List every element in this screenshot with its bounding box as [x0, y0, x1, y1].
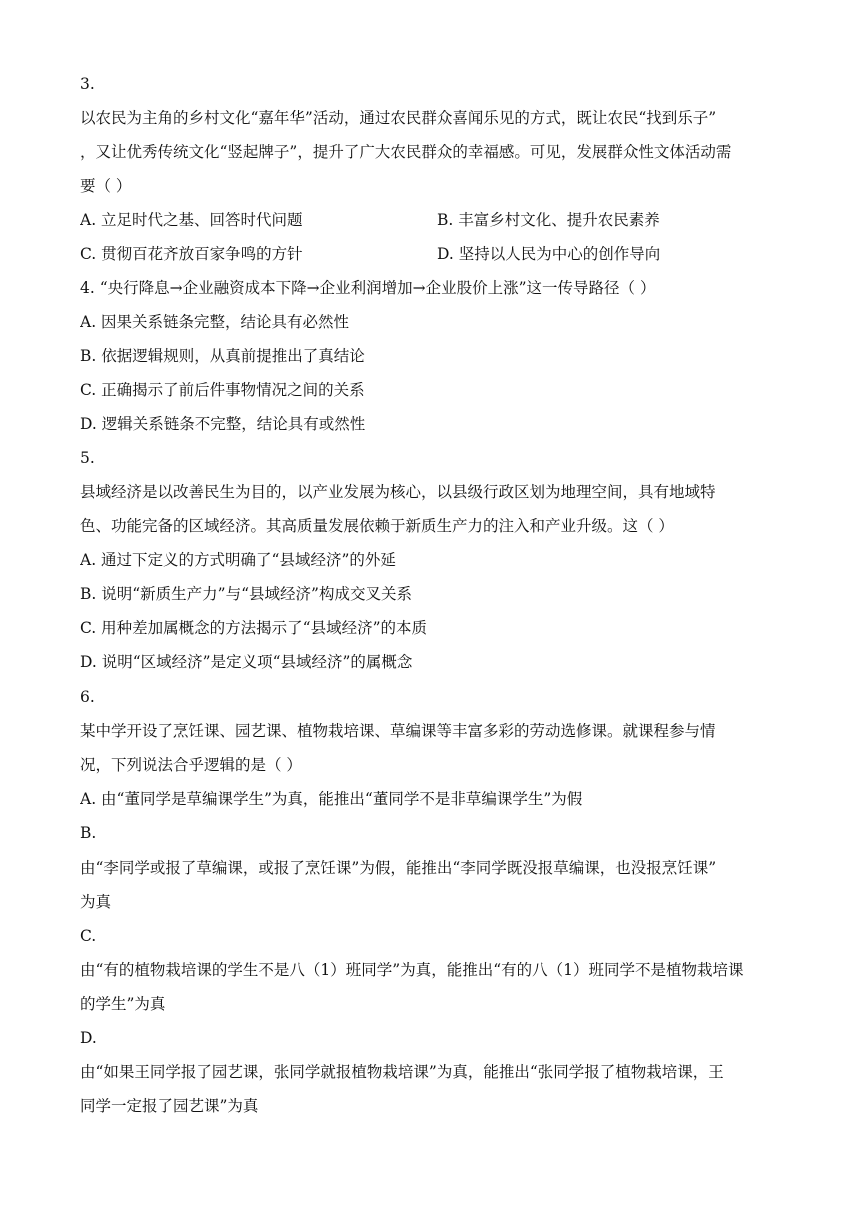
q4-option-b: B. 依据逻辑规则，从真前提推出了真结论: [80, 347, 365, 365]
q3-option-c: C. 贯彻百花齐放百家争鸣的方针: [80, 245, 303, 263]
q5-option-b: B. 说明“新质生产力”与“县域经济”构成交叉关系: [80, 585, 412, 603]
q4-option-c: C. 正确揭示了前后件事物情况之间的关系: [80, 381, 365, 399]
q6-stem-line-2: 况，下列说法合乎逻辑的是（ ）: [80, 756, 302, 774]
q3-option-d: D. 坚持以人民为中心的创作导向: [437, 245, 661, 263]
q4-option-a: A. 因果关系链条完整，结论具有必然性: [80, 313, 350, 331]
q3-number: 3.: [80, 75, 95, 93]
q5-option-c: C. 用种差加属概念的方法揭示了“县域经济”的本质: [80, 619, 428, 637]
q3-stem-line-2: ，又让优秀传统文化“竖起牌子”，提升了广大农民群众的幸福感。可见，发展群众性文体活动需: [80, 143, 732, 161]
q6-option-c-line-2: 的学生”为真: [80, 995, 166, 1013]
q4-option-d: D. 逻辑关系链条不完整，结论具有或然性: [80, 415, 366, 433]
q5-option-d: D. 说明“区域经济”是定义项“县域经济”的属概念: [80, 653, 413, 671]
q5-stem-line-1: 县域经济是以改善民生为目的，以产业发展为核心，以县级行政区划为地理空间，具有地域特: [80, 483, 716, 501]
q6-option-b-label: B.: [80, 824, 97, 842]
q6-option-d-line-2: 同学一定报了园艺课”为真: [80, 1097, 259, 1115]
q5-option-a: A. 通过下定义的方式明确了“县域经济”的外延: [80, 551, 396, 569]
q6-option-b-line-2: 为真: [80, 893, 112, 911]
q5-number: 5.: [80, 449, 95, 467]
q3-stem-line-3: 要（ ）: [80, 177, 132, 195]
q3-option-b: B. 丰富乡村文化、提升农民素养: [437, 211, 660, 229]
q3-stem-line-1: 以农民为主角的乡村文化“嘉年华”活动，通过农民群众喜闻乐见的方式，既让农民“找到乐子”: [80, 109, 717, 127]
q6-option-d-line-1: 由“如果王同学报了园艺课，张同学就报植物栽培课”为真，能推出“张同学报了植物栽培课，王: [80, 1063, 724, 1081]
q6-option-a: A. 由“董同学是草编课学生”为真，能推出“董同学不是非草编课学生”为假: [80, 790, 583, 808]
q4-stem: 4. “央行降息→企业融资成本下降→企业利润增加→企业股价上涨”这一传导路径（ ）: [80, 279, 656, 297]
q6-option-d-label: D.: [80, 1029, 97, 1047]
q6-option-c-label: C.: [80, 927, 97, 945]
q6-option-b-line-1: 由“李同学或报了草编课，或报了烹饪课”为假，能推出“李同学既没报草编课，也没报烹饪课”: [80, 859, 717, 877]
q5-stem-line-2: 色、功能完备的区域经济。其高质量发展依赖于新质生产力的注入和产业升级。这（ ）: [80, 517, 674, 535]
q6-stem-line-1: 某中学开设了烹饪课、园艺课、植物栽培课、草编课等丰富多彩的劳动选修课。就课程参与情: [80, 722, 716, 740]
q6-number: 6.: [80, 688, 95, 706]
q3-option-a: A. 立足时代之基、回答时代问题: [80, 211, 303, 229]
q6-option-c-line-1: 由“有的植物栽培课的学生不是八（1）班同学”为真，能推出“有的八（1）班同学不是植物栽培课: [80, 961, 744, 979]
